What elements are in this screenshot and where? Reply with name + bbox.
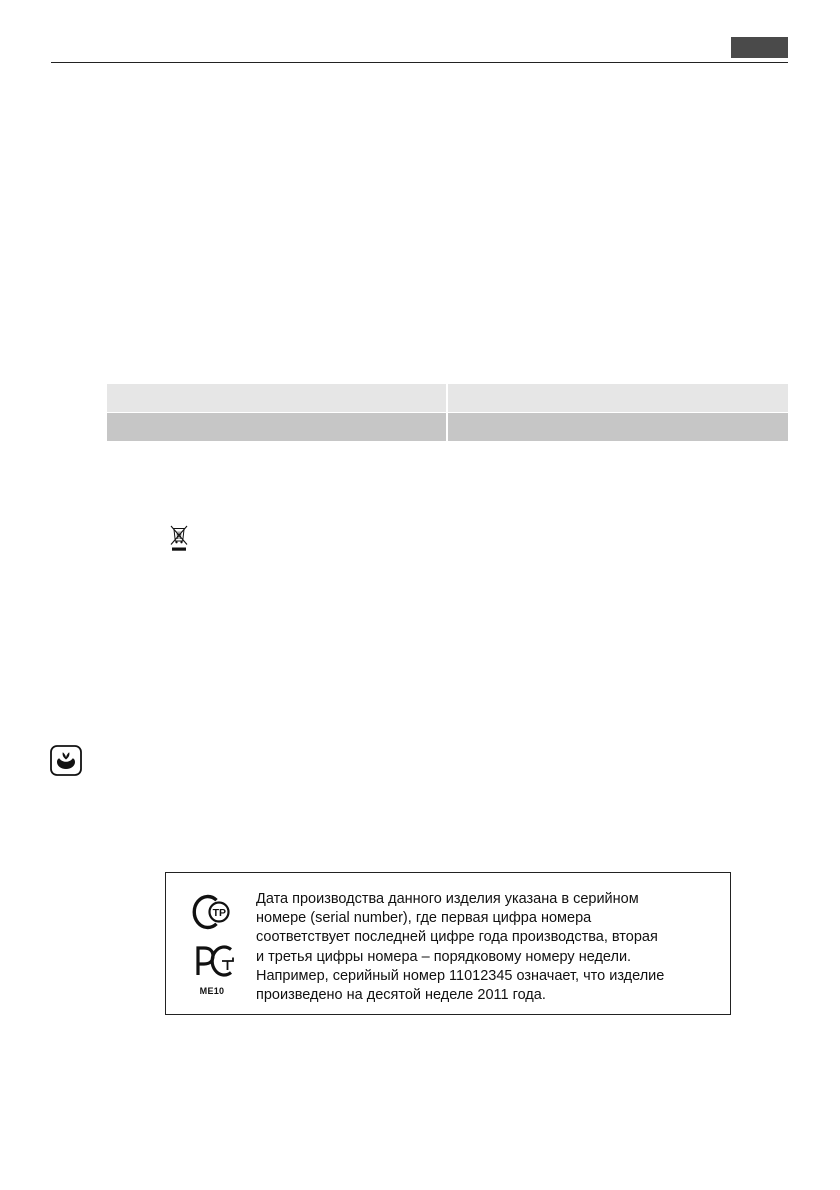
data-table <box>107 384 788 441</box>
ctr-mark-icon <box>186 891 238 933</box>
certification-line: произведено на десятой неделе 2011 года. <box>256 987 546 1004</box>
table-cell <box>107 384 446 412</box>
certification-line: Например, серийный номер 11012345 означает, что изделие <box>256 967 665 984</box>
table-row <box>107 413 788 441</box>
table-cell <box>448 384 788 412</box>
pst-mark-icon <box>186 940 238 982</box>
eco-leaf-icon <box>50 745 82 776</box>
certification-code: ME10 <box>199 986 225 996</box>
certification-text <box>256 890 724 1005</box>
certification-notice <box>165 872 731 1015</box>
table-cell <box>107 413 446 441</box>
certification-line: номере (serial number), где первая цифра номера <box>256 910 592 927</box>
certification-line: соответствует последней цифре года производства, вторая <box>256 929 658 946</box>
table-cell <box>448 413 788 441</box>
svg-text:ТР: ТР <box>212 907 227 919</box>
table-row <box>107 384 788 412</box>
header-rule <box>51 62 788 63</box>
language-tab <box>731 37 788 58</box>
crossed-out-bin-icon <box>168 525 190 553</box>
certification-line: Дата производства данного изделия указана в серийном <box>256 891 639 907</box>
certification-line: и третья цифры номера – порядковому номеру недели. <box>256 948 632 965</box>
